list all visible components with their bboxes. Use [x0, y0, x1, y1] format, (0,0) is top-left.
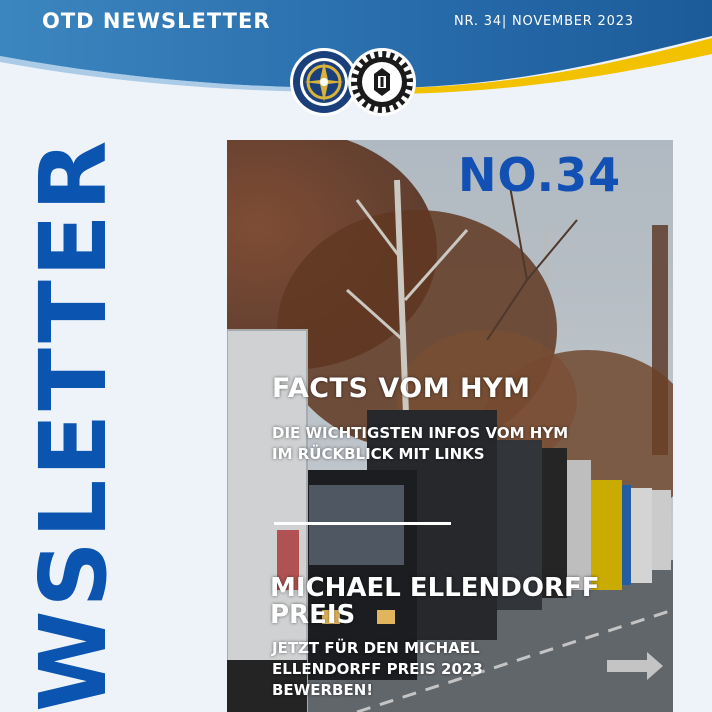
issue-number: NO.34 [458, 148, 622, 202]
round-table-emblem-icon [346, 46, 418, 118]
article1-subline: DIE WICHTIGSTEN INFOS VOM HYM IM RÜCKBLICK MIT LINKS [272, 424, 569, 463]
side-title: WSLETTER [20, 137, 127, 712]
issue-date: NR. 34| NOVEMBER 2023 [454, 14, 634, 29]
section-divider [274, 522, 451, 525]
article2-subline: JETZT FÜR DEN MICHAEL ELLENDORFF PREIS 2023 BEWERBEN! [272, 639, 483, 699]
article2-headline: MICHAEL ELLENDORFF PREIS [270, 573, 600, 630]
article1-headline: FACTS VOM HYM [272, 373, 531, 404]
newsletter-title: OTD NEWSLETTER [42, 9, 271, 33]
